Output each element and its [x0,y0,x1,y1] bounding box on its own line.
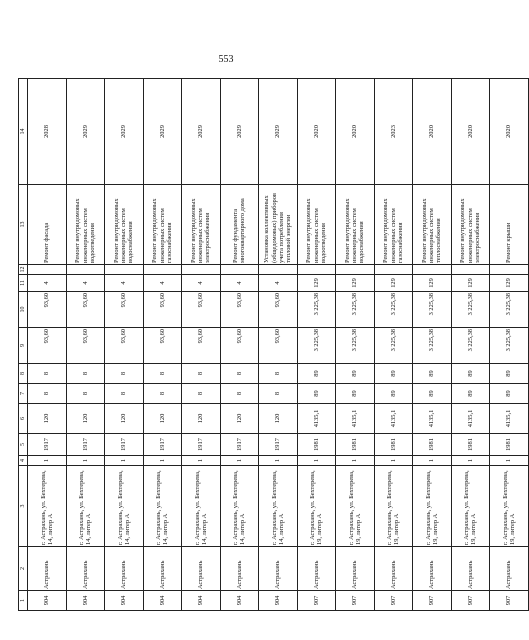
table-cell: 907 [297,591,336,611]
table-cell: 1 [182,456,221,466]
table-cell: 4135,1 [336,404,375,434]
table-cell: 120 [259,404,298,434]
table-cell: 3 225,38 [490,292,529,328]
table-cell: Ремонт фундамента многоквартирного дома [220,185,259,265]
table-cell: 120 [143,404,182,434]
table-cell: 2020 [413,79,452,185]
table-cell: Астрахань [490,547,529,591]
table-cell: 2029 [143,79,182,185]
table-cell: 1917 [66,434,105,456]
table-row [490,79,529,611]
table-cell: Ремонт внутридомовых инженерных систем водоотведения [66,185,105,265]
table-cell: Ремонт внутридомовых инженерных систем электроснабжения [451,185,490,265]
table-cell: 8 [66,364,105,384]
table-cell: Ремонт внутридомовых инженерных систем газоснабжения [374,185,413,265]
table-cell [451,265,490,275]
table-cell: 1917 [220,434,259,456]
table-cell [143,265,182,275]
table-cell: г. Астрахань, ул. Бехтерева, 14, литер А [182,466,221,547]
table-cell: Астрахань [259,547,298,591]
column-number-header: 11 [19,275,28,292]
table-cell: 129 [490,275,529,292]
table-cell: 93,60 [182,328,221,364]
table-cell: 120 [220,404,259,434]
header-row [19,79,28,611]
table-cell: 2028 [28,79,67,185]
column-number-header: 12 [19,266,26,273]
table-cell: г. Астрахань, ул. Бехтерева, 19, литер А [336,466,375,547]
table-cell: г. Астрахань, ул. Бехтерева, 14, литер А [220,466,259,547]
table-cell: г. Астрахань, ул. Бехтерева, 14, литер А [105,466,144,547]
table-cell: 2023 [374,79,413,185]
table-cell: Астрахань [66,547,105,591]
table-cell: 93,60 [28,292,67,328]
table-cell: 904 [105,591,144,611]
table-row [143,79,182,611]
table-cell: 4 [143,275,182,292]
table-cell: 4 [105,275,144,292]
table-cell: г. Астрахань, ул. Бехтерева, 19, литер А [297,466,336,547]
table-cell: Астрахань [336,547,375,591]
table-row [105,79,144,611]
table-cell: Астрахань [413,547,452,591]
table-row [220,79,259,611]
table-cell: 89 [451,364,490,384]
table-cell: Астрахань [28,547,67,591]
table-row [336,79,375,611]
table-cell: Ремонт внутридомовых инженерных систем теплоснабжения [413,185,452,265]
table-cell: 8 [28,364,67,384]
table-cell: 89 [297,384,336,404]
table-cell: Астрахань [182,547,221,591]
column-number-header: 14 [19,79,28,185]
table-cell: 8 [220,384,259,404]
table-cell: 2020 [490,79,529,185]
table-cell: 129 [451,275,490,292]
table-cell: 129 [413,275,452,292]
table-cell: 120 [66,404,105,434]
table-cell: 8 [182,364,221,384]
table-cell: 1 [66,456,105,466]
table-cell: г. Астрахань, ул. Бехтерева, 19, литер А [374,466,413,547]
table-cell: 3 225,38 [297,328,336,364]
table-cell: 93,60 [182,292,221,328]
table-cell: 2020 [336,79,375,185]
table-cell: 907 [413,591,452,611]
table-cell [28,265,67,275]
table-cell: Установка коллективных (общедомовых) приборов учета потребления тепловой энергии [259,185,298,265]
table-cell: Ремонт фасада [28,185,67,265]
table-cell: 89 [413,364,452,384]
table-row [182,79,221,611]
table-cell: 89 [413,384,452,404]
table-cell: 89 [374,364,413,384]
table-cell: 2029 [66,79,105,185]
table-cell: 907 [490,591,529,611]
table-cell: 8 [66,384,105,404]
column-number-header: 4 [19,456,28,466]
table-cell: 2029 [220,79,259,185]
table-cell: 904 [220,591,259,611]
page-number: 553 [218,54,234,65]
table-cell: Астрахань [297,547,336,591]
capital-repair-table [18,78,529,611]
table-row [297,79,336,611]
table-cell: 93,60 [220,292,259,328]
table-cell: 8 [28,384,67,404]
table-cell: Астрахань [451,547,490,591]
table-cell: 1 [451,456,490,466]
table-cell: 3 225,38 [413,292,452,328]
table-cell: Ремонт внутридомовых инженерных систем газоснабжения [143,185,182,265]
table-cell: 89 [490,384,529,404]
table-cell [182,265,221,275]
table-cell: 1917 [28,434,67,456]
table-cell: 89 [336,364,375,384]
table-cell: 93,60 [143,328,182,364]
table-cell [336,265,375,275]
column-number-header: 2 [19,547,28,591]
table-row [66,79,105,611]
table-cell: 907 [374,591,413,611]
table-cell: 904 [66,591,105,611]
table-cell [220,265,259,275]
column-number-header: 6 [19,404,28,434]
column-number-header: 13 [19,185,28,265]
table-cell [413,265,452,275]
table-cell: Астрахань [374,547,413,591]
table-cell: Ремонт крыши [490,185,529,265]
table-cell: 1 [297,456,336,466]
table-cell: Ремонт внутридомовых инженерных систем водоснабжения [105,185,144,265]
table-cell: 3 225,38 [336,328,375,364]
column-number-header: 8 [19,364,28,384]
table-cell: 1 [336,456,375,466]
column-number-header: 7 [19,384,28,404]
table-cell: 1 [220,456,259,466]
table-cell: 3 225,38 [451,328,490,364]
table-cell [66,265,105,275]
table-cell: 1917 [143,434,182,456]
table-cell: 129 [297,275,336,292]
table-cell [374,265,413,275]
rotated-table-container [18,79,516,611]
table-cell: г. Астрахань, ул. Бехтерева, 19, литер А [490,466,529,547]
column-number-header: 3 [19,466,28,547]
table-cell: 1981 [490,434,529,456]
table-cell: 4 [220,275,259,292]
table-row [374,79,413,611]
table-cell: Ремонт внутридомовых инженерных систем электроснабжения [182,185,221,265]
table-cell: Ремонт внутридомовых инженерных систем водоснабжения [336,185,375,265]
table-cell: 4135,1 [490,404,529,434]
table-cell: Ремонт внутридомовых инженерных систем водоотведения [297,185,336,265]
table-cell: 3 225,38 [451,292,490,328]
table-cell: 1 [374,456,413,466]
table-cell: 2029 [182,79,221,185]
table-row [259,79,298,611]
table-cell: г. Астрахань, ул. Бехтерева, 14, литер А [66,466,105,547]
table-cell: 93,60 [143,292,182,328]
column-number-header: 5 [19,434,28,456]
table-cell: 129 [374,275,413,292]
table-cell: 1981 [297,434,336,456]
table-cell: 2029 [259,79,298,185]
table-cell: 1981 [451,434,490,456]
table-body [19,79,529,611]
table-cell: 4135,1 [413,404,452,434]
table-cell: 93,60 [259,292,298,328]
table-cell: 93,60 [66,292,105,328]
table-cell: 1917 [259,434,298,456]
table-cell: 93,60 [259,328,298,364]
table-cell: 89 [297,364,336,384]
table-cell: 1 [259,456,298,466]
table-cell: 1917 [105,434,144,456]
table-cell: 4135,1 [297,404,336,434]
table-cell: 93,60 [105,292,144,328]
table-cell: 8 [220,364,259,384]
table-cell: 2029 [105,79,144,185]
table-cell: г. Астрахань, ул. Бехтерева, 14, литер А [259,466,298,547]
table-row [28,79,67,611]
table-cell: г. Астрахань, ул. Бехтерева, 19, литер А [451,466,490,547]
table-row [451,79,490,611]
table-cell: 4 [259,275,298,292]
table-cell: 4135,1 [451,404,490,434]
table-cell: 120 [28,404,67,434]
table-cell: 89 [490,364,529,384]
table-cell: 8 [143,364,182,384]
table-cell: 120 [182,404,221,434]
table-cell: 3 225,38 [336,292,375,328]
table-cell: 1 [105,456,144,466]
table-cell: 904 [182,591,221,611]
table-row [413,79,452,611]
table-cell: 1 [28,456,67,466]
table-cell: 89 [374,384,413,404]
table-cell: 8 [182,384,221,404]
table-cell: 93,60 [105,328,144,364]
table-cell: 4 [182,275,221,292]
table-cell: 8 [259,364,298,384]
table-cell: 907 [336,591,375,611]
table-cell: Астрахань [105,547,144,591]
table-cell: 907 [451,591,490,611]
column-number-header: 9 [19,328,28,364]
table-cell: 1981 [374,434,413,456]
table-cell: Астрахань [143,547,182,591]
table-cell: г. Астрахань, ул. Бехтерева, 14, литер А [143,466,182,547]
column-number-header: 1 [19,591,28,611]
table-cell: 1 [413,456,452,466]
table-cell [259,265,298,275]
table-cell: 904 [28,591,67,611]
table-cell: 3 225,38 [374,328,413,364]
table-cell: 3 225,38 [490,328,529,364]
table-cell: 1981 [413,434,452,456]
table-cell: 93,60 [28,328,67,364]
table-cell: 2020 [451,79,490,185]
table-cell: г. Астрахань, ул. Бехтерева, 14, литер А [28,466,67,547]
table-cell: 8 [105,384,144,404]
table-cell: 904 [259,591,298,611]
table-cell: 904 [143,591,182,611]
table-cell: 93,60 [220,328,259,364]
table-cell: г. Астрахань, ул. Бехтерева, 19, литер А [413,466,452,547]
table-cell: 4135,1 [374,404,413,434]
table-cell: 93,60 [66,328,105,364]
table-cell [105,265,144,275]
table-cell: 3 225,38 [374,292,413,328]
table-cell: 4 [66,275,105,292]
table-cell [297,265,336,275]
table-cell: 8 [259,384,298,404]
column-number-header: 10 [19,292,28,328]
table-cell: 1 [490,456,529,466]
table-cell: 89 [336,384,375,404]
table-cell: 8 [105,364,144,384]
table-cell: 120 [105,404,144,434]
table-cell [490,265,529,275]
table-cell: 8 [143,384,182,404]
table-cell: 1917 [182,434,221,456]
table-cell: 89 [451,384,490,404]
table-cell: 2020 [297,79,336,185]
table-cell: 1 [143,456,182,466]
table-cell: Астрахань [220,547,259,591]
table-cell: 3 225,38 [413,328,452,364]
table-cell: 4 [28,275,67,292]
table-cell: 3 225,38 [297,292,336,328]
table-cell: 129 [336,275,375,292]
table-cell: 1981 [336,434,375,456]
